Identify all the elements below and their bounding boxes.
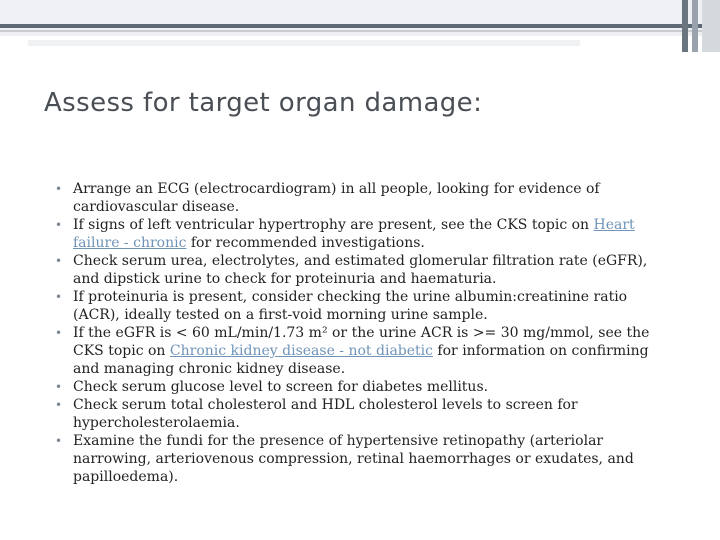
header-accent (28, 40, 580, 46)
bullet-item (55, 432, 667, 486)
bullet-list (55, 180, 667, 486)
bullet-text: Check serum total cholesterol and HDL cholesterol levels to screen for hypercholesterolaemia. (73, 397, 578, 431)
bullet-dot-icon: • (55, 326, 63, 340)
bullet-item (55, 288, 667, 324)
corner-decoration (682, 0, 720, 52)
bullet-dot-icon: • (55, 254, 63, 268)
bullet-dot-icon: • (55, 218, 63, 232)
bullet-item (55, 180, 667, 216)
bullet-item (55, 378, 667, 396)
bullet-text: for recommended investigations. (186, 235, 425, 251)
corner-bar-3 (702, 0, 720, 52)
header-rule-light (0, 30, 720, 32)
bullet-text: If the eGFR is < 60 mL/min/1.73 m² or the urine ACR is >= 30 mg/mmol, see the CKS topic on (73, 325, 650, 359)
bullet-text: Arrange an ECG (electrocardiogram) in all people, looking for evidence of cardiovascular disease. (73, 181, 600, 215)
slide-title: Assess for target organ damage: (44, 88, 483, 118)
bullet-item (55, 252, 667, 288)
bullet-text: for information on confirming and managing chronic kidney disease. (73, 343, 649, 377)
bullet-item (55, 324, 667, 378)
bullet-text: Check serum glucose level to screen for diabetes mellitus. (73, 379, 489, 395)
topic-link[interactable]: Chronic kidney disease - not diabetic (169, 343, 433, 359)
slide-header-band (0, 0, 720, 36)
bullet-text: Examine the fundi for the presence of hypertensive retinopathy (arteriolar narrowing, arteriovenous compression, retinal haemorrhages or exudates, and papilloedema). (73, 433, 634, 485)
bullet-dot-icon: • (55, 434, 63, 448)
bullet-dot-icon: • (55, 380, 63, 394)
bullet-text: If proteinuria is present, consider checking the urine albumin:creatinine ratio (ACR), ideally tested on a first-void morning urine sample. (73, 289, 628, 323)
topic-link[interactable]: Heart failure - chronic (73, 217, 635, 251)
bullet-dot-icon: • (55, 182, 63, 196)
bullet-text: If signs of left ventricular hypertrophy are present, see the CKS topic on (73, 217, 594, 233)
header-rule-dark (0, 24, 720, 28)
bullet-dot-icon: • (55, 398, 63, 412)
bullet-dot-icon: • (55, 290, 63, 304)
bullet-text: Check serum urea, electrolytes, and estimated glomerular filtration rate (eGFR), and dipstick urine to check for proteinuria and haematuria. (73, 253, 648, 287)
bullet-item (55, 216, 667, 252)
bullet-item (55, 396, 667, 432)
corner-bar-2 (692, 0, 698, 52)
corner-bar-1 (682, 0, 688, 52)
